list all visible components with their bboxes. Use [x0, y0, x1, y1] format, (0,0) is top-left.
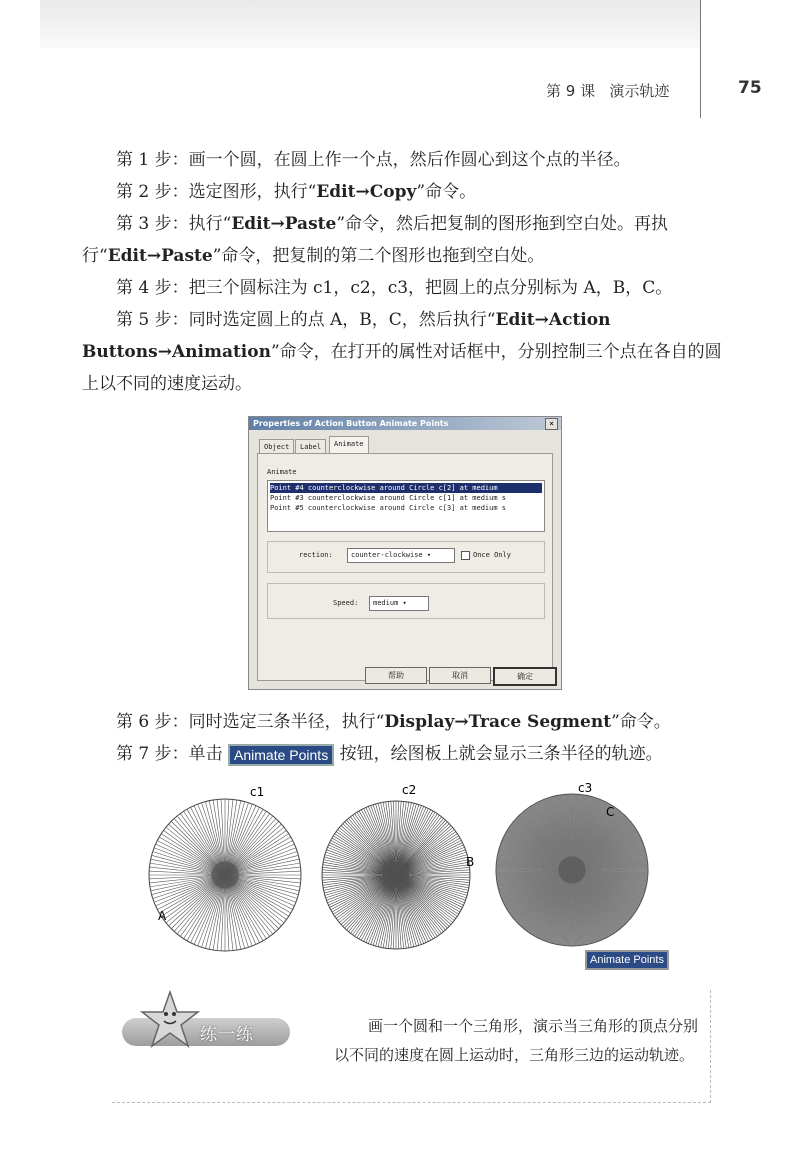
step-1: 第 1 步：画一个圆，在圆上作一个点，然后作圆心到这个点的半径。: [116, 150, 631, 170]
point-b: B: [466, 855, 475, 869]
list-item[interactable]: Point #5 counterclockwise around Circle c[3] at medium s: [270, 504, 507, 512]
step-3: 第 3 步：执行“Edit→Paste”命令，然后把复制的图形拖到空白处。再执行“Edit→Paste”命令，把复制的第二个图形也拖到空白处。: [82, 214, 669, 266]
dialog-title-bar: [249, 417, 561, 430]
tab-label[interactable]: Label: [295, 439, 326, 454]
circle-c2-trace: [322, 801, 470, 949]
label-c3: c3: [578, 781, 593, 795]
help-button[interactable]: 帮助: [365, 667, 427, 684]
tab-animate[interactable]: Animate: [329, 436, 369, 454]
tab-object[interactable]: Object: [259, 439, 294, 454]
page-number: 75: [738, 78, 762, 98]
exercise-badge-label: 练一练: [200, 1025, 254, 1045]
step-4: 第 4 步：把三个圆标注为 c1，c2，c3，把圆上的点分别标为 A，B，C。: [116, 278, 673, 298]
close-icon[interactable]: ×: [545, 418, 558, 430]
list-item[interactable]: Point #3 counterclockwise around Circle c[1] at medium s: [270, 494, 507, 502]
circle-c1-trace: [149, 799, 301, 951]
direction-dropdown[interactable]: counter-clockwise ▾: [347, 548, 455, 563]
point-c: C: [606, 805, 615, 819]
list-item[interactable]: Point #4 counterclockwise around Circle c[2] at medium: [270, 483, 542, 493]
header-rule: [700, 0, 701, 118]
lesson-number: 第 9 课: [546, 82, 596, 100]
once-only-checkbox[interactable]: [461, 551, 470, 560]
speed-label: Speed:: [333, 599, 359, 607]
properties-dialog: [248, 416, 562, 690]
ok-button[interactable]: 确定: [493, 667, 557, 686]
step-7: 第 7 步：单击 Animate Points 按钮，绘图板上就会显示三条半径的轨迹。: [116, 744, 663, 764]
step-5: 第 5 步：同时选定圆上的点 A，B，C，然后执行“Edit→Action Buttons→Animation”命令，在打开的属性对话框中，分别控制三个点在各自的圆上以不同的速度运动。: [82, 310, 722, 394]
exercise-text: 画一个圆和一个三角形，演示当三角形的顶点分别以不同的速度在圆上运动时，三角形三边的运动轨迹。: [334, 1017, 699, 1064]
trace-figure: [140, 780, 660, 980]
circle-c3-trace: [496, 794, 648, 946]
direction-label: rection:: [299, 551, 333, 559]
dialog-title: Properties of Action Button Animate Points: [253, 419, 449, 428]
animation-list[interactable]: [267, 480, 545, 532]
running-header: [546, 80, 669, 101]
once-only-label: Once Only: [473, 551, 511, 559]
label-c2: c2: [402, 783, 417, 797]
label-c1: c1: [250, 785, 265, 799]
star-icon: [140, 990, 200, 1050]
header-decoration: [40, 0, 700, 48]
step-2: 第 2 步：选定图形，执行“Edit→Copy”命令。: [116, 182, 477, 202]
speed-dropdown[interactable]: medium ▾: [369, 596, 429, 611]
step-6: 第 6 步：同时选定三条半径，执行“Display→Trace Segment”命令。: [116, 712, 671, 732]
point-a: A: [158, 909, 167, 923]
lesson-title: 演示轨迹: [609, 82, 670, 100]
animate-points-button-small[interactable]: Animate Points: [585, 950, 669, 970]
cancel-button[interactable]: 取消: [429, 667, 491, 684]
animate-section-label: Animate: [267, 468, 297, 476]
animate-points-button[interactable]: Animate Points: [228, 744, 334, 766]
